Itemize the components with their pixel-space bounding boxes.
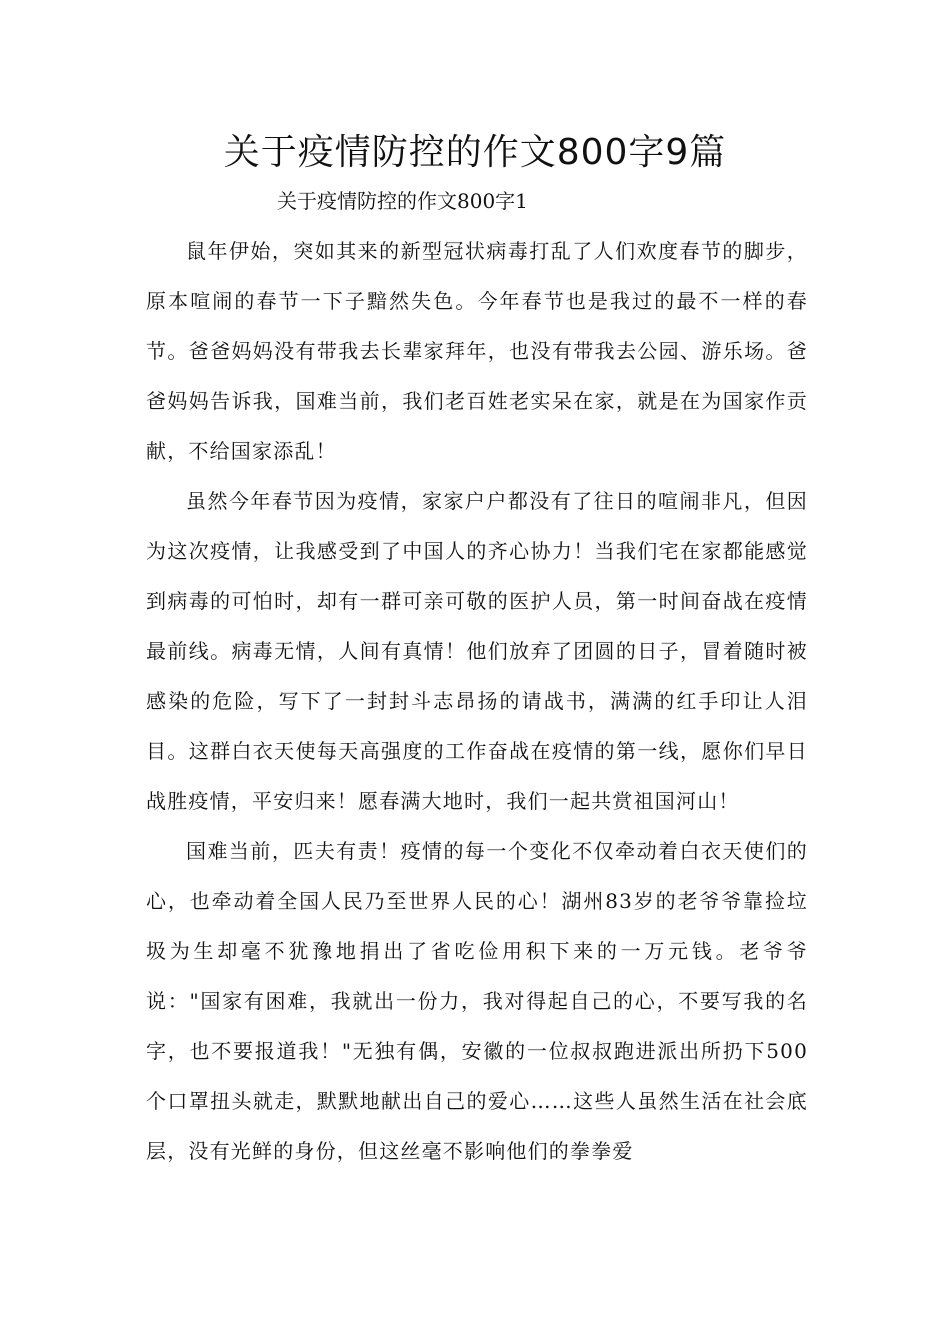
paragraph-3: 国难当前，匹夫有责！疫情的每一个变化不仅牵动着白衣天使们的心，也牵动着全国人民乃至世界人民的心！湖州83岁的老爷爷靠捡垃圾为生却毫不犹豫地捐出了省吃俭用积下来的一万元钱。老爷爷说："国家有困难，我就出一份力，我对得起自己的心，不要写我的名字，也不要报道我！"无独有偶，安徽的一位叔叔跑进派出所扔下500个口罩扭头就走，默默地献出自己的爱心……这些人虽然生活在社会底层，没有光鲜的身份，但这丝毫不影响他们的拳拳爱 — [146, 839, 808, 1163]
section-heading: 关于疫情防控的作文800字1 — [277, 189, 528, 213]
paragraph-2: 虽然今年春节因为疫情，家家户户都没有了往日的喧闹非凡，但因为这次疫情，让我感受到了中国人的齐心协力！当我们宅在家都能感觉到病毒的可怕时，却有一群可亲可敬的医护人员，第一时间奋战在疫情最前线。病毒无情，人间有真情！他们放弃了团圆的日子，冒着随时被感染的危险，写下了一封封斗志昂扬的请战书，满满的红手印让人泪目。这群白衣天使每天高强度的工作奋战在疫情的第一线，愿你们早日战胜疫情，平安归来！愿春满大地时，我们一起共赏祖国河山！ — [146, 489, 808, 813]
paragraph-1: 鼠年伊始，突如其来的新型冠状病毒打乱了人们欢度春节的脚步，原本喧闹的春节一下子黯然失色。今年春节也是我过的最不一样的春节。爸爸妈妈没有带我去长辈家拜年，也没有带我去公园、游乐场。爸爸妈妈告诉我，国难当前，我们老百姓老实呆在家，就是在为国家作贡献，不给国家添乱！ — [146, 239, 808, 463]
document-title: 关于疫情防控的作文800字9篇 — [223, 132, 727, 173]
essay-body — [146, 226, 808, 1176]
